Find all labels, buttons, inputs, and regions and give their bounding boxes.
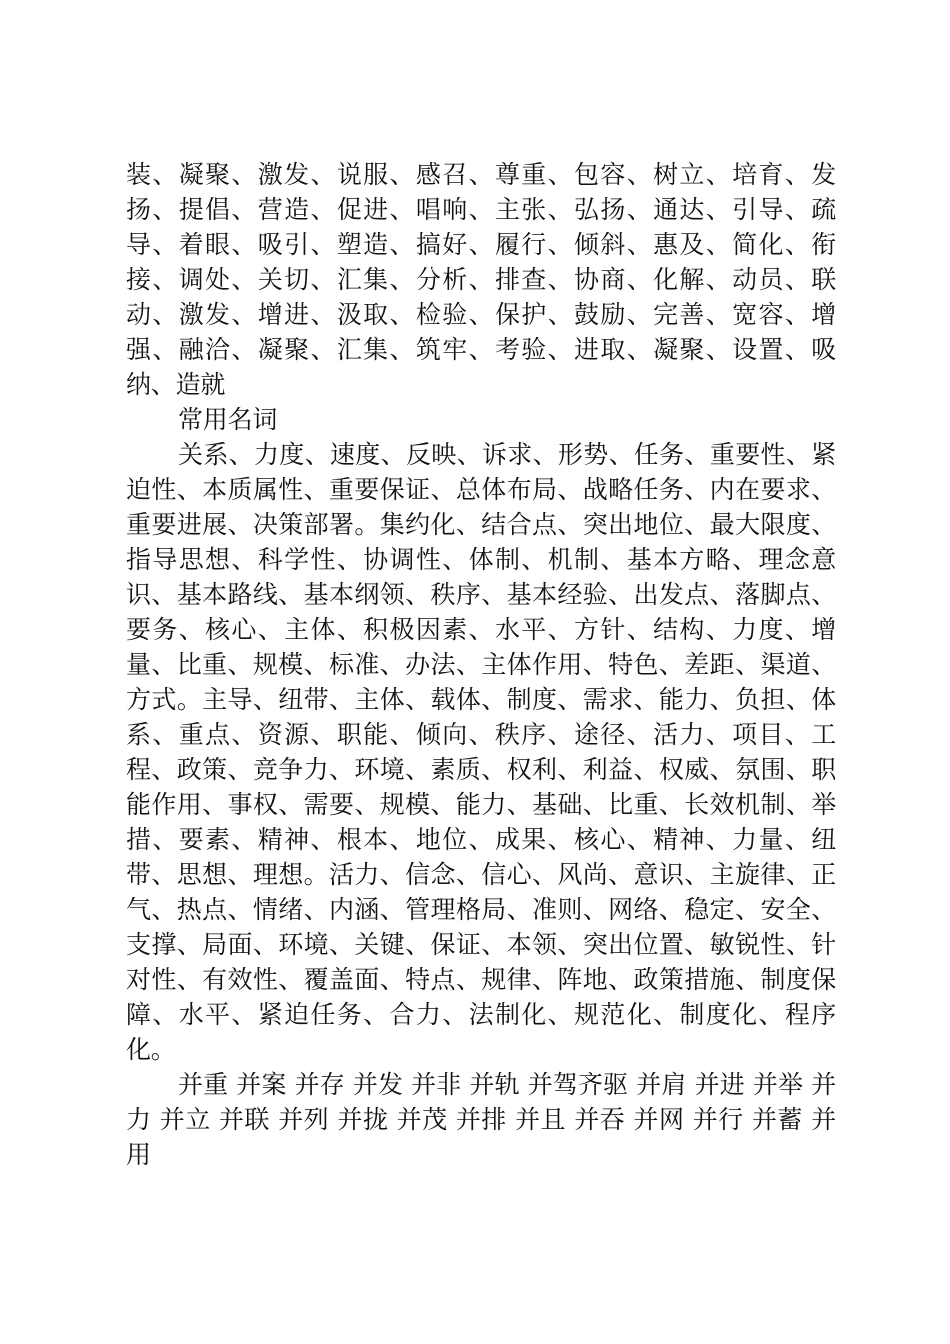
nouns-heading: 常用名词 [178,405,278,434]
bing-words-paragraph: 并重 并案 并存 并发 并非 并轨 并驾齐驱 并肩 并进 并举 并力 并立 并联 并列 并拢 并茂 并排 并且 并吞 并网 并行 并蓄 并用 [126,1070,836,1169]
document-body [126,157,836,1172]
verbs-paragraph: 装、凝聚、激发、说服、感召、尊重、包容、树立、培育、发扬、提倡、营造、促进、唱响、主张、弘扬、通达、引导、疏导、着眼、吸引、塑造、搞好、履行、倾斜、惠及、简化、衔接、调处、关切、汇集、分析、排查、协商、化解、动员、联动、激发、增进、汲取、检验、保护、鼓励、完善、宽容、增强、融洽、凝聚、汇集、筑牢、考验、进取、凝聚、设置、吸纳、造就 [126,160,836,399]
nouns-paragraph: 关系、力度、速度、反映、诉求、形势、任务、重要性、紧迫性、本质属性、重要保证、总体布局、战略任务、内在要求、重要进展、决策部署。集约化、结合点、突出地位、最大限度、指导思想、科学性、协调性、体制、机制、基本方略、理念意识、基本路线、基本纲领、秩序、基本经验、出发点、落脚点、要务、核心、主体、积极因素、水平、方针、结构、力度、增量、比重、规模、标准、办法、主体作用、特色、差距、渠道、方式。主导、纽带、主体、载体、制度、需求、能力、负担、体系、重点、资源、职能、倾向、秩序、途径、活力、项目、工程、政策、竞争力、环境、素质、权利、利益、权威、氛围、职能作用、事权、需要、规模、能力、基础、比重、长效机制、举措、要素、精神、根本、地位、成果、核心、精神、力量、纽带、思想、理想。活力、信念、信心、风尚、意识、主旋律、正气、热点、情绪、内涵、管理格局、准则、网络、稳定、安全、支撑、局面、环境、关键、保证、本领、突出位置、敏锐性、针对性、有效性、覆盖面、特点、规律、阵地、政策措施、制度保障、水平、紧迫任务、合力、法制化、规范化、制度化、程序化。 [126,440,836,1064]
